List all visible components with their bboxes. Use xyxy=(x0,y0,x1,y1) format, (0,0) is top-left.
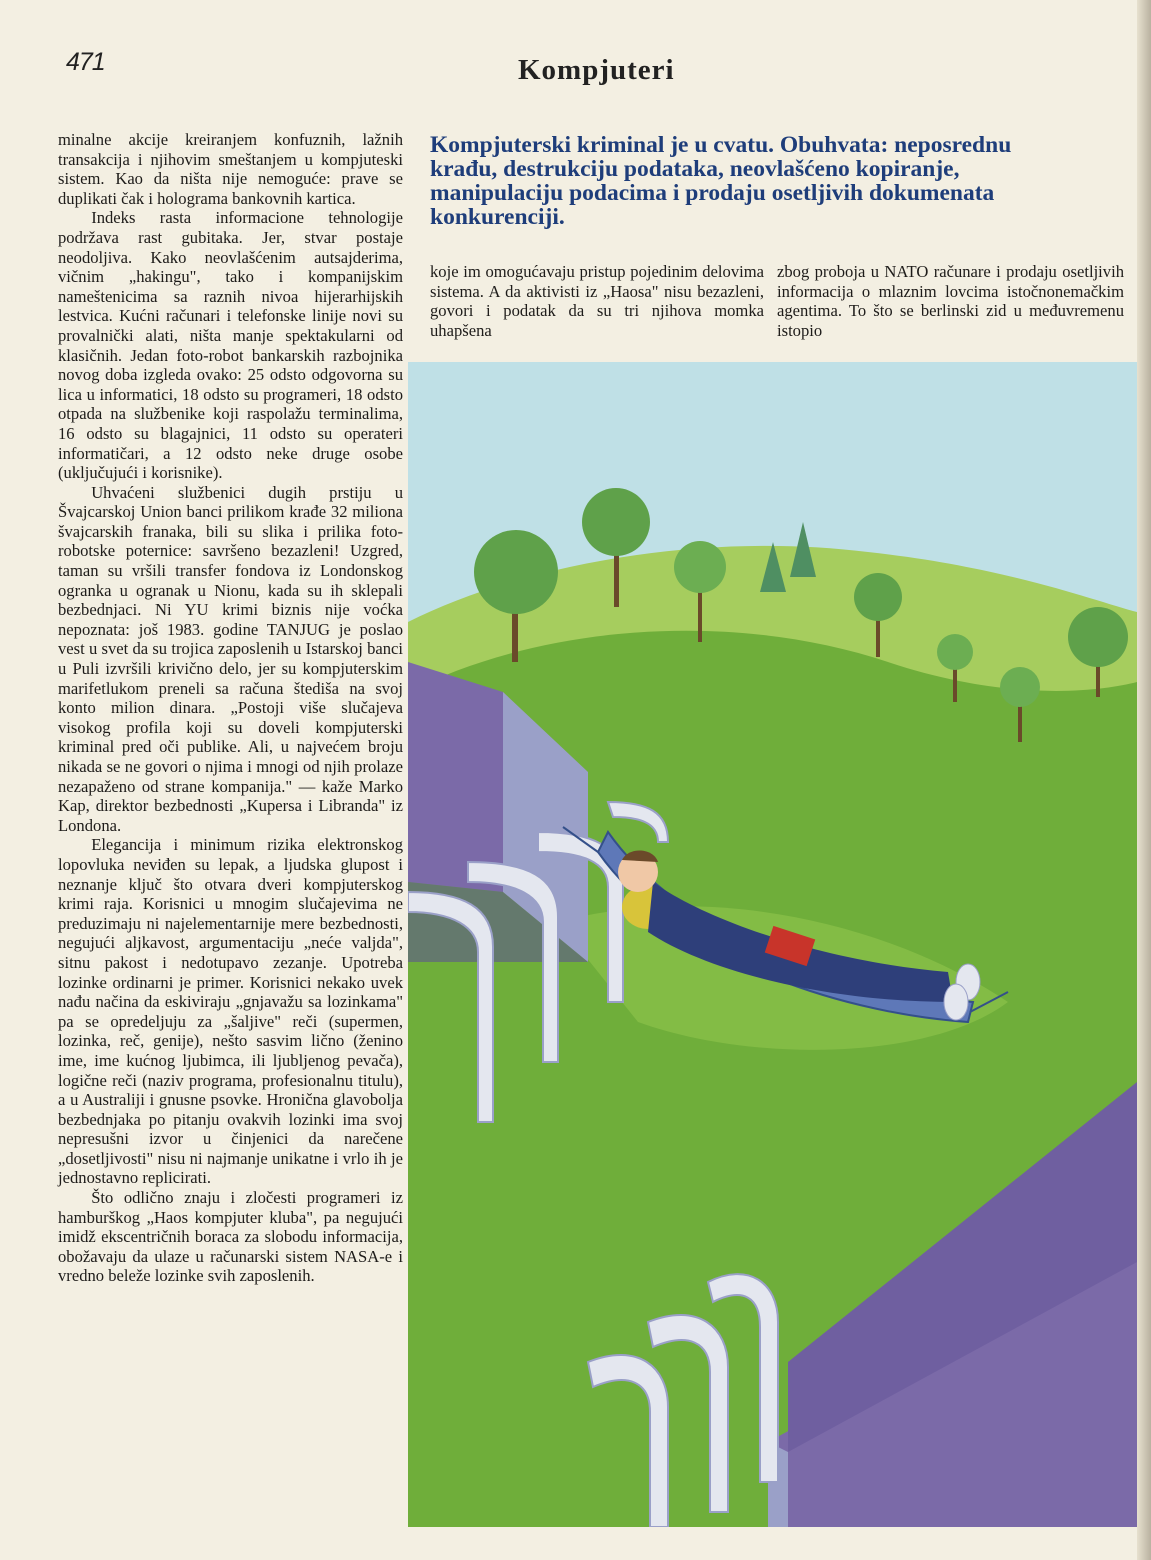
tree-icon xyxy=(854,573,902,621)
paragraph: koje im omogućavaju pristup pojedinim delovima sistema. A da aktivisti iz „Haosa" nisu bezazleni, govori i podatak da su tri njihova momka uhapšena xyxy=(430,262,764,340)
article-middle-column xyxy=(430,262,764,340)
tree-icon xyxy=(937,634,973,670)
section-title: Kompjuteri xyxy=(518,54,675,86)
shoe xyxy=(944,984,968,1020)
article-lead: Kompjuterski kriminal je u cvatu. Obuhvata: neposrednu krađu, destrukciju podataka, neovlašćeno kopiranje, manipulaciju podacima i prodaju osetljivih dokumenata konkurenciji. xyxy=(430,132,1012,230)
article-left-column xyxy=(58,130,403,1286)
page-edge-shadow xyxy=(1137,0,1151,1560)
tree-icon xyxy=(674,541,726,593)
paragraph: Indeks rasta informacione tehnologije podržava rast gubitaka. Jer, stvar postaje neodoljiva. Kako neovlašćenim autsajderima, vičnim „hakingu", tako i kompanijskim nameštenicima sa raznih nivoa hijerarhijskih lestvica. Kućni računari i telefonske linije novi su provalnički alati, ništa manje spektakularni od klasičnih. Jedan foto-robot bankarskih razbojnika novog doba izgleda ovako: 25 odsto odgovorna su lica u informatici, 18 odsto su programeri, 18 odsto otpada na službenike koji raspolažu terminalima, 16 odsto su blagajnici, 11 odsto su operateri informatičari, a 12 odsto neke druge osobe (uključujući i korisnike). xyxy=(58,208,403,483)
page-number: 471 xyxy=(66,48,105,76)
tree-icon xyxy=(1000,667,1040,707)
tree-icon xyxy=(474,530,558,614)
tree-icon xyxy=(582,488,650,556)
paragraph: Elegancija i minimum rizika elektronskog lopovluka neviđen su lepak, a ljudska glupost i neznanje ključ što otvara dveri kompjuterskog krimi raja. Korisnici u mnogim slučajevima ne preduzimaju ni najelementarnije mere bezbednosti, negujući aljkavost, argumentaciju „neće valjda", sitnu pakost i nedotupavo zezanje. Upotreba lozinke ordinarni je primer. Korisnici nekako uvek nađu načina da eskiviraju „gnjavažu sa lozinkama" pa se opredeljuju za „šaljive" reči (supermen, lozinka, reč, genije), nešto sasvim lično (ženino ime, ime kućnog ljubimca, ili ljubljenog pevača), logične reči (naziv programa, profesionalnu titulu), a u Australiji i gnusne psovke. Hronična glavobolja bezbednjaka po pitanju ovakvih lozinki ima svoj nepresušni izvor u činjenici da narečene „dosetljivosti" nisu ni najmanje unikatne i vrlo ih je jednostavno replicirati. xyxy=(58,835,403,1188)
paragraph: Uhvaćeni službenici dugih prstiju u Švajcarskoj Union banci prilikom krađe 32 miliona švajcarskih franaka, bili su slika i prilika foto-robotske poternice: savršeno bezazleni! Uzgred, taman su vršili transfer fondova iz Londonskog ogranka u ogranak u Nionu, kada su ih sklepali bezbednjaci. Ni YU krimi biznis nije voćka nepoznata: još 1983. godine TANJUG je poslao vest u svet da su trojica zaposlenih u Istarskoj banci u Puli izvršili krivično delo, jer su kompjuterskim marifetlukom preneli sa računa štediša na svoj konto milion dinara. „Postoji više slučajeva visokog profila koji su doveli kompjuterski kriminal pred oči publike. Ali, u najvećem broju nikada se ne govori o njima i mnogi od njih prolaze nezapaženo od strane kompanija." — kaže Marko Kap, direktor bezbednosti „Kupersa i Libranda" iz Londona. xyxy=(58,482,403,835)
paragraph: zbog proboja u NATO računare i prodaju osetljivih informacija o mlaznim lovcima istočnonemačkim agentima. To što se berlinski zid u međuvremenu istopio xyxy=(777,262,1124,340)
hammock-illustration xyxy=(408,362,1137,1527)
tree-icon xyxy=(1068,607,1128,667)
paragraph: minalne akcije kreiranjem konfuznih, lažnih transakcija i njihovim smeštanjem u kompjuteski sistem. Kao da ništa nije nemoguće: prave se duplikati čak i holograma bankovnih kartica. xyxy=(58,130,403,208)
article-right-column xyxy=(777,262,1124,340)
paragraph: Što odlično znaju i zločesti programeri iz hamburškog „Haos kompjuter kluba", pa negujući imidž ekscentričnih boraca za slobodu informacija, obožavaju da ulaze u računarski sistem NASA-e i vredno beleže lozinke svih zaposlenih. xyxy=(58,1188,403,1286)
